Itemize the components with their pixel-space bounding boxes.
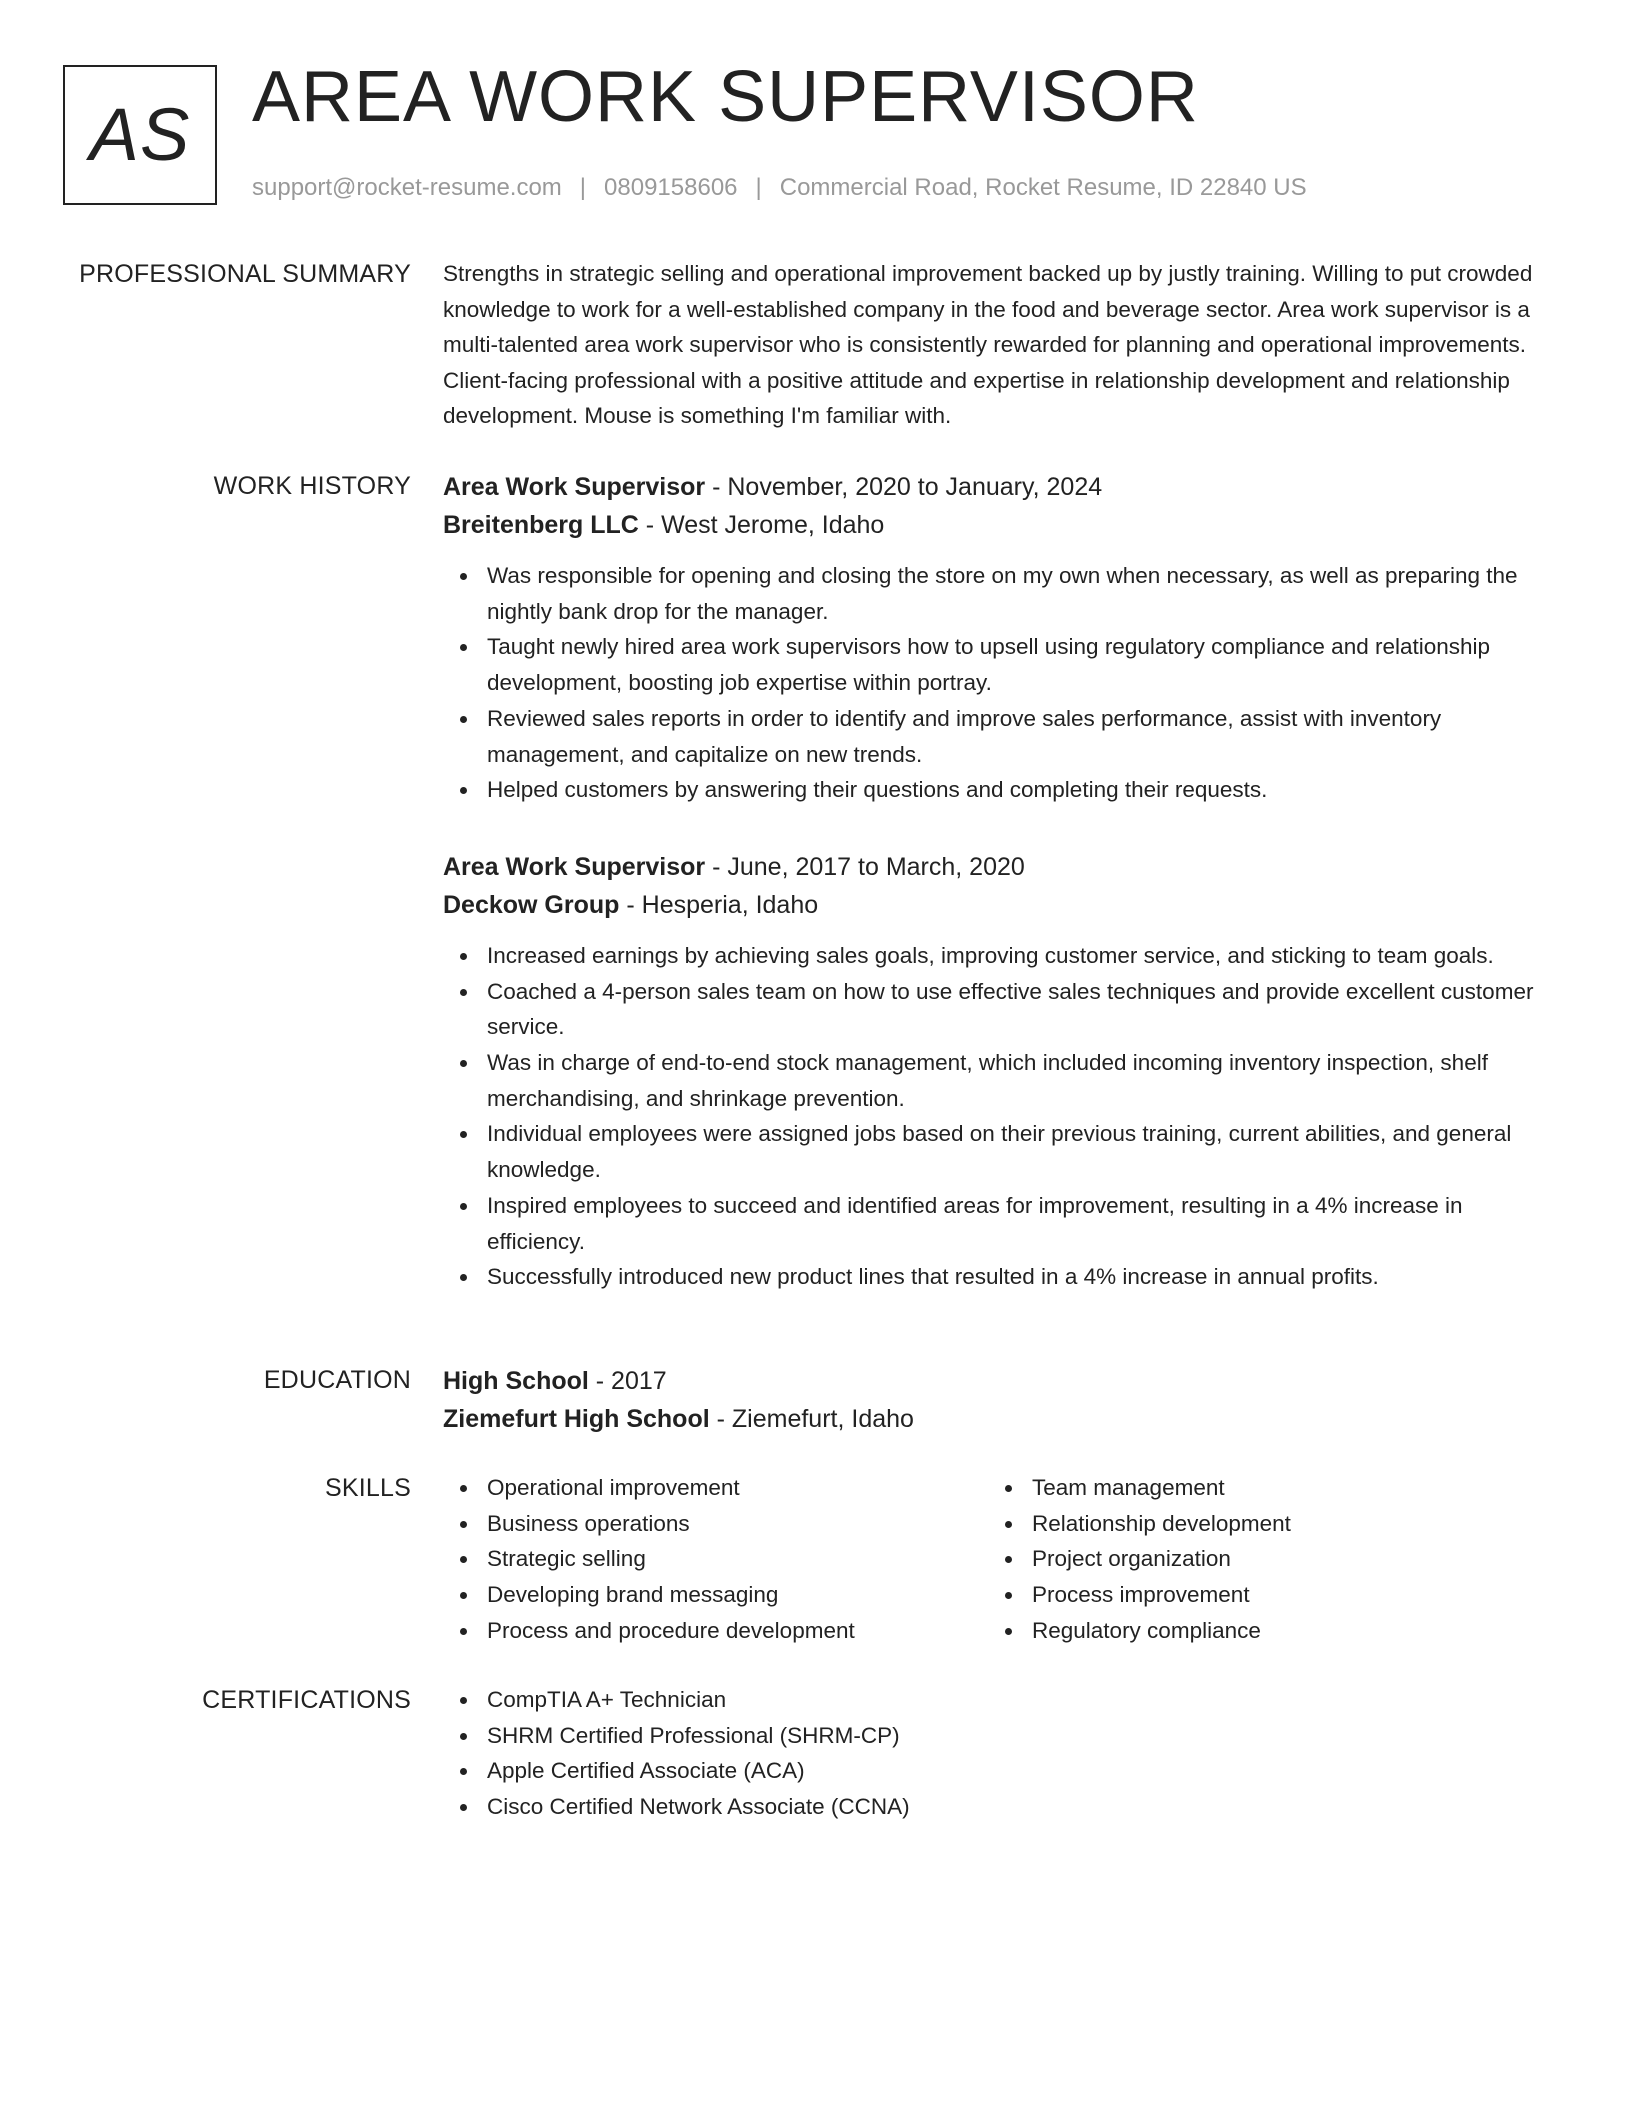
job-role: Area Work Supervisor bbox=[443, 473, 706, 501]
contact-separator: | bbox=[579, 174, 587, 201]
skill-item: Operational improvement bbox=[487, 1470, 988, 1506]
education-body bbox=[443, 1362, 1553, 1438]
contact-line bbox=[252, 174, 1307, 202]
job-bullet: Coached a 4-person sales team on how to use effective sales techniques and provide excellent customer service. bbox=[487, 974, 1553, 1045]
education-degree: High School bbox=[443, 1367, 589, 1395]
education-location: - Ziemefurt, Idaho bbox=[709, 1405, 914, 1433]
education-year: - 2017 bbox=[588, 1367, 667, 1395]
certifications-body bbox=[443, 1682, 1553, 1825]
skill-item: Project organization bbox=[1032, 1541, 1533, 1577]
certification-item: Apple Certified Associate (ACA) bbox=[487, 1753, 1553, 1789]
job-bullet: Reviewed sales reports in order to identify and improve sales performance, assist with inventory management, and capitalize on new trends. bbox=[487, 701, 1553, 772]
skills-list-left bbox=[443, 1470, 988, 1649]
job-bullet: Taught newly hired area work supervisors how to upsell using regulatory compliance and relationship development, boosting job expertise within portray. bbox=[487, 629, 1553, 700]
job-location: - West Jerome, Idaho bbox=[638, 511, 885, 539]
certification-item: Cisco Certified Network Associate (CCNA) bbox=[487, 1789, 1553, 1825]
job-title-line bbox=[443, 848, 1553, 886]
education-school-line bbox=[443, 1400, 1553, 1438]
job-company: Deckow Group bbox=[443, 890, 620, 919]
contact-phone: 0809158606 bbox=[604, 174, 738, 201]
contact-separator: | bbox=[755, 174, 762, 201]
skill-item: Process improvement bbox=[1032, 1577, 1533, 1613]
job-bullet: Successfully introduced new product lines that resulted in a 4% increase in annual profits. bbox=[487, 1259, 1553, 1295]
job-bullets bbox=[443, 938, 1553, 1295]
contact-address: Commercial Road, Rocket Resume, ID 22840 US bbox=[779, 174, 1307, 201]
job-company-line bbox=[443, 886, 1553, 924]
skills-column-left bbox=[443, 1470, 988, 1649]
skill-item: Team management bbox=[1032, 1470, 1533, 1506]
job-bullet: Increased earnings by achieving sales goals, improving customer service, and sticking to team goals. bbox=[487, 938, 1553, 974]
summary-text: Strengths in strategic selling and operational improvement backed up by justly training. Willing to put crowded knowledge to work for a well-established company in the food and beverage sector. Area work supervisor is a multi-talented area work supervisor who is consistently rewarded for planning and operational improvements. Client-facing professional with a positive attitude and expertise in relationship development and relationship development. Mouse is something I'm familiar with. bbox=[443, 261, 1533, 428]
job-bullet: Was in charge of end-to-end stock management, which included incoming inventory inspection, shelf merchandising, and shrinkage prevention. bbox=[487, 1045, 1553, 1116]
skill-item: Business operations bbox=[487, 1506, 988, 1542]
section-title-education: EDUCATION bbox=[263, 1366, 411, 1394]
job-title-line bbox=[443, 468, 1553, 506]
monogram-box bbox=[63, 65, 217, 205]
skill-item: Process and procedure development bbox=[487, 1613, 988, 1649]
education-degree-line bbox=[443, 1362, 1553, 1400]
job-company: Breitenberg LLC bbox=[443, 511, 639, 539]
job-role: Area Work Supervisor bbox=[443, 852, 706, 881]
resume-name: AREA WORK SUPERVISOR bbox=[252, 57, 1199, 137]
skills-body bbox=[443, 1470, 1553, 1649]
job-bullet: Helped customers by answering their questions and completing their requests. bbox=[487, 772, 1553, 808]
job-bullets bbox=[443, 558, 1553, 808]
skill-item: Regulatory compliance bbox=[1032, 1613, 1533, 1649]
skill-item: Strategic selling bbox=[487, 1541, 988, 1577]
job-location: - Hesperia, Idaho bbox=[619, 890, 819, 919]
work-history-body bbox=[443, 468, 1553, 1335]
section-title-skills: SKILLS bbox=[325, 1474, 411, 1502]
section-title-summary: PROFESSIONAL SUMMARY bbox=[79, 260, 411, 288]
skills-column-right bbox=[988, 1470, 1533, 1649]
job-entry bbox=[443, 468, 1553, 808]
education-school: Ziemefurt High School bbox=[443, 1405, 710, 1433]
job-company-line bbox=[443, 506, 1553, 544]
job-entry bbox=[443, 848, 1553, 1295]
certifications-list bbox=[443, 1682, 1553, 1825]
job-dates: - November, 2020 to January, 2024 bbox=[705, 473, 1103, 501]
section-title-work: WORK HISTORY bbox=[213, 472, 411, 500]
monogram-initials: AS bbox=[89, 93, 191, 176]
skills-list-right bbox=[988, 1470, 1533, 1649]
job-dates: - June, 2017 to March, 2020 bbox=[705, 852, 1025, 881]
job-bullet: Was responsible for opening and closing the store on my own when necessary, as well as preparing the nightly bank drop for the manager. bbox=[487, 558, 1553, 629]
job-bullet: Individual employees were assigned jobs based on their previous training, current abilities, and general knowledge. bbox=[487, 1116, 1553, 1187]
skill-item: Developing brand messaging bbox=[487, 1577, 988, 1613]
skill-item: Relationship development bbox=[1032, 1506, 1533, 1542]
certification-item: SHRM Certified Professional (SHRM-CP) bbox=[487, 1718, 1553, 1754]
job-bullet: Inspired employees to succeed and identified areas for improvement, resulting in a 4% increase in efficiency. bbox=[487, 1188, 1553, 1259]
contact-email: support@rocket-resume.com bbox=[252, 174, 562, 201]
summary-body bbox=[443, 256, 1553, 434]
certification-item: CompTIA A+ Technician bbox=[487, 1682, 1553, 1718]
section-title-certifications: CERTIFICATIONS bbox=[202, 1686, 411, 1714]
